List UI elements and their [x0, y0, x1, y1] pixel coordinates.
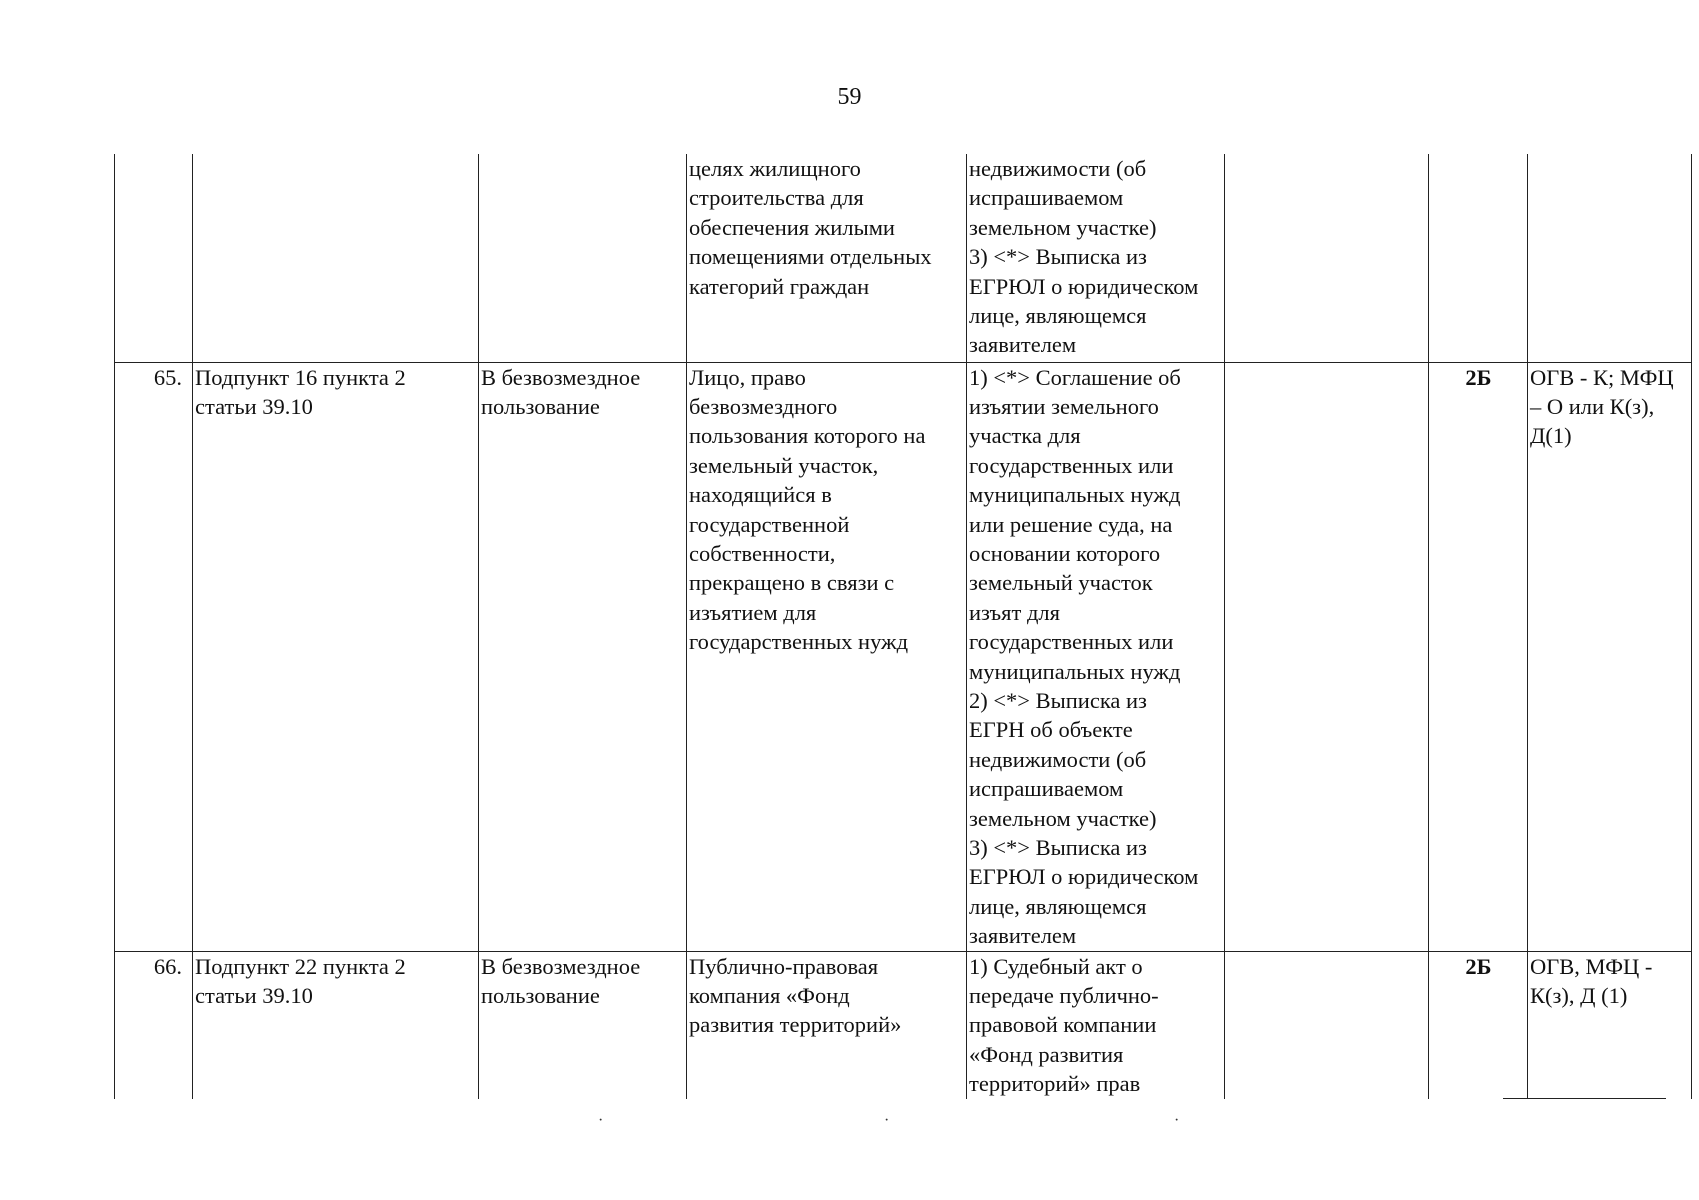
cell-text-line: Лицо, право [689, 364, 806, 390]
cell-text-line: государственных нужд [689, 629, 909, 655]
cell-text-line: пользование [481, 393, 600, 419]
cell-text-line: ЕГРЮЛ о юридическом [969, 273, 1199, 299]
cell-text-line: государственных или [969, 629, 1174, 655]
cell-text-line: недвижимости (об [969, 746, 1147, 772]
cell-empty [1225, 362, 1429, 951]
cell-text-line: К(з), Д (1) [1530, 983, 1628, 1009]
cell-legal-reference [193, 362, 479, 951]
cell-text-line: изъятием для [689, 599, 817, 625]
cell-text: 65. [153, 364, 182, 390]
cell-documents [967, 362, 1225, 951]
cell-provider [1528, 154, 1692, 362]
cell-text-line: 1) Судебный акт о [969, 953, 1143, 979]
services-table [114, 154, 1692, 1099]
cell-text-line: лице, являющемся [969, 893, 1147, 919]
cell-text-line: прекращено в связи с [689, 570, 895, 596]
cell-text-line: «Фонд развития [969, 1041, 1124, 1067]
cell-text-line: муниципальных нужд [969, 482, 1181, 508]
cell-text-line: – О или К(з), [1530, 393, 1655, 419]
cell-text-line: Публично-правовая [689, 953, 879, 979]
cell-text-line: передаче публично- [969, 983, 1159, 1009]
cell-text-line: 3) <*> Выписка из [969, 835, 1147, 860]
cell-text-line: 1) <*> Соглашение об [969, 364, 1181, 390]
cell-text-line: собственности, [689, 540, 836, 566]
table-row [115, 362, 1692, 951]
page-number: 59 [837, 84, 862, 110]
cell-text-line: лице, являющемся [969, 303, 1147, 329]
cell-applicant [687, 362, 967, 951]
cell-legal-reference [193, 951, 479, 1099]
cell-text-line: правовой компании [969, 1012, 1157, 1038]
cell-text-line: Д(1) [1530, 423, 1572, 449]
cell-text-line: категорий граждан [689, 273, 870, 299]
cell-text-line: муниципальных нужд [969, 658, 1181, 684]
cell-text-line: Подпункт 16 пункта 2 [195, 364, 406, 390]
table-row [115, 154, 1692, 362]
cell-text-line: пользование [481, 983, 600, 1009]
cell-text-line: испрашиваемом [969, 776, 1124, 802]
cell-text-line: недвижимости (об [969, 156, 1147, 181]
cell-applicant [687, 951, 967, 1099]
cell-text: 66. [153, 953, 182, 979]
cell-text-line: помещениями отдельных [689, 244, 932, 270]
cell-text-line: статьи 39.10 [195, 983, 313, 1009]
cell-text-line: участка для [969, 423, 1081, 449]
cell-category [1429, 362, 1528, 951]
cell-text-line: статьи 39.10 [195, 393, 313, 419]
cell-documents [967, 951, 1225, 1099]
scan-speck: · [884, 1112, 890, 1129]
cell-text-line: ОГВ, МФЦ - [1530, 953, 1653, 979]
cell-number [115, 362, 193, 951]
cell-text-line: обеспечения жилыми [689, 214, 895, 240]
cell-text-line: строительства для [689, 185, 864, 211]
cell-provider [1528, 362, 1692, 951]
cell-text-line: или решение суда, на [969, 511, 1173, 537]
cell-text-line: государственной [689, 511, 850, 537]
cell-category [1429, 951, 1528, 1099]
scan-speck: · [1174, 1112, 1180, 1129]
cell-text-line: земельный участок [969, 570, 1153, 596]
cell-text-line: государственных или [969, 452, 1174, 478]
cell-text-line: заявителем [969, 332, 1077, 358]
cell-text-line: целях жилищного [689, 156, 861, 181]
cell-text-line: развития территорий» [689, 1012, 902, 1038]
cell-applicant [687, 154, 967, 362]
cell-text-line: земельном участке) [969, 214, 1157, 240]
cell-text-line: изъятии земельного [969, 393, 1159, 419]
table-row [115, 951, 1692, 1099]
cell-text-line: ЕГРН об объекте [969, 717, 1133, 743]
cell-text-line: Подпункт 22 пункта 2 [195, 953, 406, 979]
cell-right-type [479, 154, 687, 362]
cell-provider [1528, 951, 1692, 1099]
cell-text-line: основании которого [969, 540, 1161, 566]
cell-text-line: испрашиваемом [969, 185, 1124, 211]
cell-text-line: земельный участок, [689, 452, 879, 478]
cell-text-line: В безвозмездное [481, 364, 641, 390]
cell-category [1429, 154, 1528, 362]
cell-right-type [479, 362, 687, 951]
cell-text-line: заявителем [969, 923, 1077, 949]
cell-text-line: изъят для [969, 599, 1061, 625]
cell-number [115, 154, 193, 362]
scan-speck: · [598, 1112, 604, 1129]
cell-text-line: компания «Фонд [689, 983, 850, 1009]
cell-text-line: территорий» прав [969, 1071, 1141, 1097]
cell-documents [967, 154, 1225, 362]
cell-text-line: безвозмездного [689, 393, 838, 419]
cell-text: 2Б [1465, 364, 1492, 390]
cell-right-type [479, 951, 687, 1099]
cell-text-line: 3) <*> Выписка из [969, 244, 1147, 270]
cell-empty [1225, 951, 1429, 1099]
cell-text-line: В безвозмездное [481, 953, 641, 979]
cell-text: 2Б [1465, 953, 1492, 979]
cell-text-line: земельном участке) [969, 805, 1157, 831]
cell-number [115, 951, 193, 1099]
cell-text-line: пользования которого на [689, 423, 926, 449]
cell-text-line: ОГВ - К; МФЦ [1530, 364, 1674, 390]
org-cell-bottom-border [1503, 1098, 1666, 1099]
cell-empty [1225, 154, 1429, 362]
cell-legal-reference [193, 154, 479, 362]
cell-text-line: находящийся в [689, 482, 832, 508]
cell-text-line: ЕГРЮЛ о юридическом [969, 864, 1199, 890]
cell-text-line: 2) <*> Выписка из [969, 687, 1147, 713]
